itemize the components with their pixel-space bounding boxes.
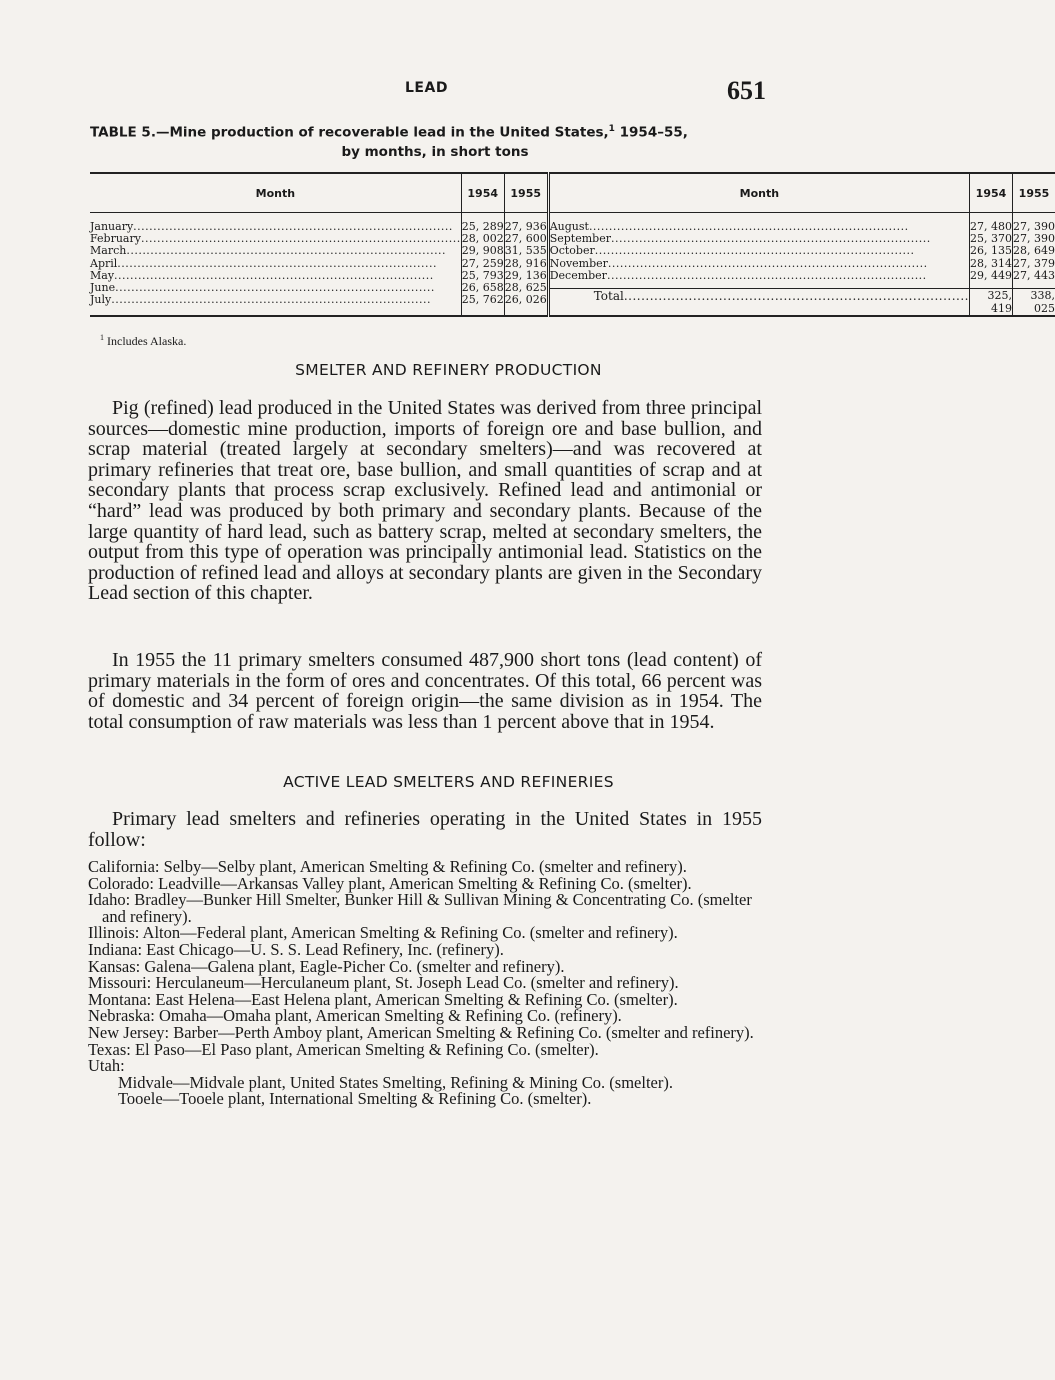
header-month-right: Month bbox=[548, 173, 969, 213]
total-1955: 338, 025 bbox=[1012, 289, 1055, 317]
value-1955: 26, 026 bbox=[504, 293, 547, 307]
value-1954: 26, 658 bbox=[461, 281, 504, 295]
header-1954-left: 1954 bbox=[461, 173, 504, 213]
paragraph-2: In 1955 the 11 primary smelters consumed 487,900 short tons (lead content) of primary materials in the form of ores and concentrates. Of this total, 66 percent was of domestic and 34 percent of foreign origin—the same division as in 1954. The total consumption of raw materials was less than 1 percent above that in 1954. bbox=[88, 649, 762, 733]
header-1955-right: 1955 bbox=[1012, 173, 1055, 213]
plant-entry: Texas: El Paso—El Paso plant, American Smelting & Refining Co. (smelter). bbox=[88, 1039, 599, 1059]
table-caption-line2: by months, in short tons bbox=[341, 143, 529, 160]
value-1955: 27, 390 bbox=[1012, 220, 1055, 233]
month-label: July ..... bbox=[90, 294, 461, 306]
value-1955: 27, 936 bbox=[504, 220, 547, 233]
month-label: March ..... bbox=[90, 245, 461, 257]
plants-list bbox=[88, 859, 762, 1108]
value-1954: 29, 908 bbox=[461, 244, 504, 258]
plant-entry: California: Selby—Selby plant, American Smelting & Refining Co. (smelter and refinery). bbox=[88, 857, 687, 876]
value-1955: 27, 390 bbox=[1012, 232, 1055, 246]
month-label: January ..... bbox=[90, 221, 461, 233]
value-1954: 25, 370 bbox=[969, 232, 1012, 246]
plant-entry: Kansas: Galena—Galena plant, Eagle-Picher Co. (smelter and refinery). bbox=[88, 956, 565, 976]
value-1954: 25, 793 bbox=[461, 268, 504, 282]
left-1955-cell bbox=[504, 213, 548, 317]
plants-intro: Primary lead smelters and refineries operating in the United States in 1955 follow: bbox=[88, 808, 762, 851]
plant-entry-utah: Tooele—Tooele plant, International Smelting & Refining Co. (smelter). bbox=[118, 1089, 592, 1109]
plant-entry: Missouri: Herculaneum—Herculaneum plant, St. Joseph Lead Co. (smelter and refinery). bbox=[88, 973, 679, 993]
value-1955: 27, 443 bbox=[1012, 268, 1055, 282]
value-1955: 28, 625 bbox=[504, 281, 547, 295]
right-1954-cell bbox=[969, 213, 1012, 289]
left-months-cell bbox=[90, 213, 461, 317]
page-number: 651 bbox=[727, 76, 766, 105]
paragraph-1: Pig (refined) lead produced in the United States was derived from three principal sources—domestic mine production, imports of foreign ore and base bullion, and scrap material (treated largely at secondary smelters)—and was recovered at primary refineries that treat ore, base bullion, and small quantities of scrap and at secondary plants that process scrap exclusively. Refined lead and antimonial or “hard” lead was produced by both primary and secondary plants. Because of the large quantity of hard lead, such as battery scrap, melted at secondary smelters, the output from this type of operation was principally antimonial lead. Statistics on the production of refined lead and alloys at secondary plants are given in the Secondary Lead section of this chapter. bbox=[88, 397, 762, 605]
month-label: August ..... bbox=[550, 221, 969, 233]
month-label: February ..... bbox=[90, 233, 461, 245]
month-label: April ..... bbox=[90, 258, 461, 270]
plant-entry: Colorado: Leadville—Arkansas Valley plant, American Smelting & Refining Co. (smelter). bbox=[88, 873, 692, 893]
table-footnote: $^1$ Includes Alaska. bbox=[100, 333, 187, 348]
month-label: September ..... bbox=[550, 233, 969, 245]
plant-entry: Utah: bbox=[88, 1056, 125, 1076]
table-caption-line1: TABLE 5.—Mine production of recoverable lead in the United States,$^1$ 1954–55, bbox=[90, 124, 688, 141]
section-heading-smelter-refinery: SMELTER AND REFINERY PRODUCTION bbox=[295, 361, 602, 379]
value-1955: 29, 136 bbox=[504, 268, 547, 282]
month-label: November ..... bbox=[550, 258, 969, 270]
value-1954: 29, 449 bbox=[969, 268, 1012, 282]
value-1955: 28, 916 bbox=[504, 256, 547, 270]
left-1954-cell bbox=[461, 213, 504, 317]
table-caption bbox=[90, 120, 780, 162]
total-1954: 325, 419 bbox=[969, 289, 1012, 317]
month-label: December ..... bbox=[550, 270, 969, 282]
month-label: June ..... bbox=[90, 282, 461, 294]
header-month-left: Month bbox=[90, 173, 461, 213]
value-1954: 27, 259 bbox=[461, 256, 504, 270]
month-label: October ..... bbox=[550, 245, 969, 257]
plant-entry: New Jersey: Barber—Perth Amboy plant, American Smelting & Refining Co. (smelter and refinery). bbox=[88, 1022, 754, 1042]
production-table bbox=[90, 172, 1055, 317]
header-1955-left: 1955 bbox=[504, 173, 548, 213]
plant-entry: Montana: East Helena—East Helena plant, American Smelting & Refining Co. (smelter). bbox=[88, 989, 678, 1009]
running-header: LEAD bbox=[405, 80, 448, 96]
value-1955: 27, 379 bbox=[1012, 256, 1055, 270]
header-1954-right: 1954 bbox=[969, 173, 1012, 213]
value-1955: 27, 600 bbox=[504, 232, 547, 246]
month-label: May ..... bbox=[90, 270, 461, 282]
plant-entry: Indiana: East Chicago—U. S. S. Lead Refinery, Inc. (refinery). bbox=[88, 939, 504, 959]
right-months-cell bbox=[548, 213, 969, 289]
value-1954: 25, 289 bbox=[461, 220, 504, 233]
value-1954: 25, 762 bbox=[461, 293, 504, 307]
value-1955: 28, 649 bbox=[1012, 244, 1055, 258]
value-1954: 26, 135 bbox=[969, 244, 1012, 258]
value-1954: 27, 480 bbox=[969, 220, 1012, 233]
value-1954: 28, 002 bbox=[461, 232, 504, 246]
right-1955-cell bbox=[1012, 213, 1055, 289]
plant-entry-utah: Midvale—Midvale plant, United States Smelting, Refining & Mining Co. (smelter). bbox=[118, 1072, 673, 1092]
plant-entry: Idaho: Bradley—Bunker Hill Smelter, Bunker Hill & Sullivan Mining & Concentrating Co. (smelter and refinery). bbox=[88, 890, 752, 926]
value-1954: 28, 314 bbox=[969, 256, 1012, 270]
plant-entry: Illinois: Alton—Federal plant, American Smelting & Refining Co. (smelter and refinery). bbox=[88, 923, 678, 943]
section-heading-active-smelters: ACTIVE LEAD SMELTERS AND REFINERIES bbox=[283, 773, 614, 791]
plant-entry: Nebraska: Omaha—Omaha plant, American Smelting & Refining Co. (refinery). bbox=[88, 1006, 622, 1026]
value-1955: 31, 535 bbox=[504, 244, 547, 258]
total-label-cell: Total ..... bbox=[548, 289, 969, 317]
